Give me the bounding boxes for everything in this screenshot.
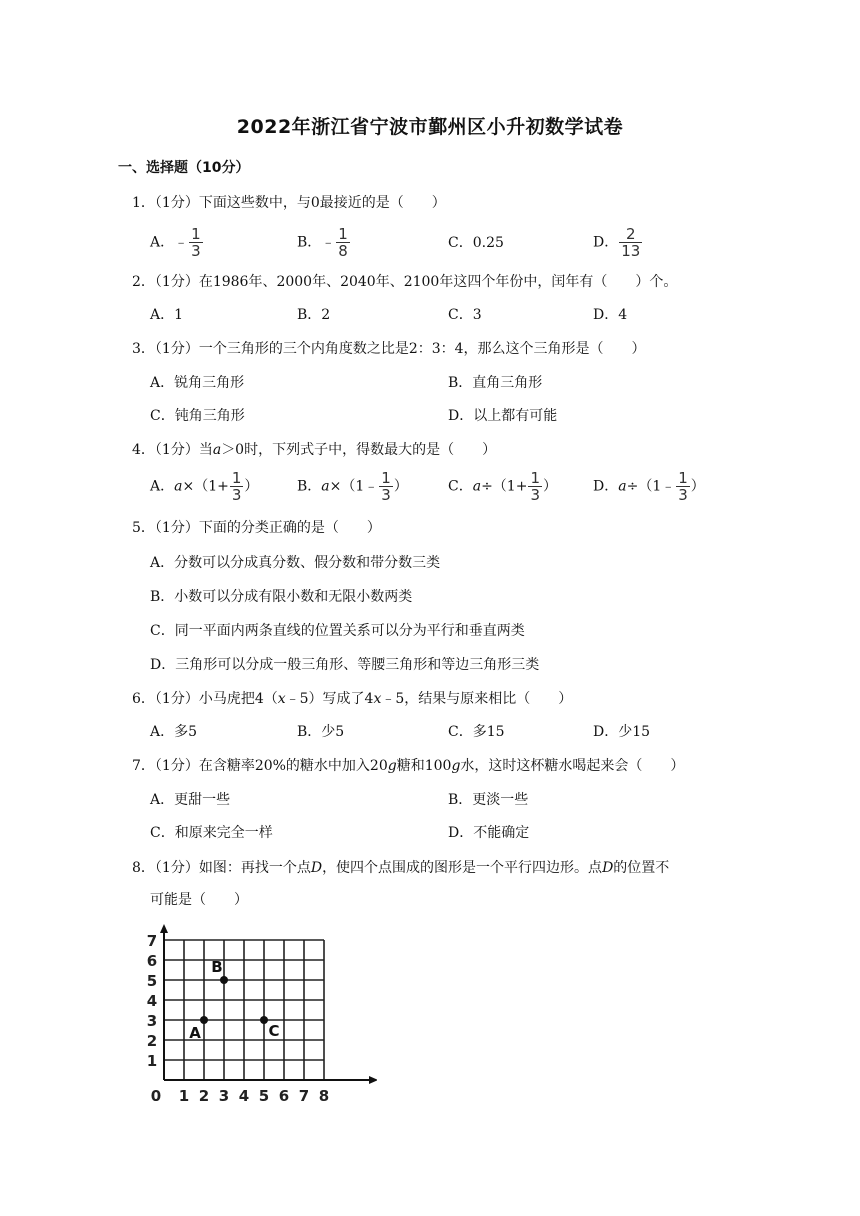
q1-option-d: D． $\frac{2}{13}$: [593, 225, 641, 260]
q5-option-d: D．三角形可以分成一般三角形、等腰三角形和等边三角形三类: [150, 657, 540, 673]
y-tick-label: 7: [146, 932, 158, 950]
q2-option-b: B．2: [297, 307, 331, 323]
y-tick-label: 2: [146, 1032, 158, 1050]
question-2: 2．（1分）在1986年、2000年、2040年、2100年这四个年份中，闰年有（ ）个。: [132, 274, 678, 290]
x-tick-label: 0: [150, 1087, 162, 1105]
q3-option-a: A．锐角三角形: [150, 375, 245, 391]
question-4: 4．（1分）当a＞0时，下列式子中，得数最大的是（ ）: [132, 442, 497, 458]
x-tick-label: 7: [298, 1087, 310, 1105]
q2-option-d: D．4: [593, 307, 628, 323]
q4-option-b: B．a×（1﹣ $\frac{1}{3}$ ）: [297, 469, 408, 504]
question-5: 5．（1分）下面的分类正确的是（ ）: [132, 520, 381, 536]
x-tick-label: 2: [198, 1087, 210, 1105]
q5-option-b: B．小数可以分成有限小数和无限小数两类: [150, 589, 413, 605]
q4-option-c: C．a÷（1+ $\frac{1}{3}$ ）: [448, 469, 557, 504]
q4-option-a: A．a×（1+ $\frac{1}{3}$ ）: [150, 469, 259, 504]
coordinate-grid-figure: [142, 920, 377, 1115]
q7-option-d: D．不能确定: [448, 825, 530, 841]
question-1: 1．（1分）下面这些数中，与0最接近的是（ ）: [132, 195, 446, 211]
fraction: $\frac{1}{3}$: [231, 469, 242, 504]
q5-option-a: A．分数可以分成真分数、假分数和带分数三类: [150, 555, 441, 571]
point-b: [220, 976, 228, 984]
point-a: [200, 1016, 208, 1024]
point-label-b: B: [211, 958, 223, 976]
x-tick-label: 3: [218, 1087, 230, 1105]
q2-option-a: A．1: [150, 307, 184, 323]
q6-option-b: B．少5: [297, 724, 345, 740]
section-heading: 一、选择题（10分）: [118, 160, 250, 176]
q1-option-c: C．0.25: [448, 235, 504, 251]
point-c: [260, 1016, 268, 1024]
q1-option-a: A．﹣ $\frac{1}{3}$: [150, 225, 201, 260]
x-tick-label: 1: [178, 1087, 190, 1105]
q7-option-b: B．更淡一些: [448, 792, 529, 808]
point-label-c: C: [268, 1022, 280, 1040]
fraction: $\frac{1}{3}$: [381, 469, 391, 504]
fraction: $\frac{1}{8}$: [338, 225, 348, 260]
q1-option-b: B．﹣ $\frac{1}{8}$: [297, 225, 348, 260]
q7-option-c: C．和原来完全一样: [150, 825, 273, 841]
exam-title: 2022年浙江省宁波市鄞州区小升初数学试卷: [236, 116, 624, 138]
q3-option-d: D．以上都有可能: [448, 408, 558, 424]
question-3: 3．（1分）一个三角形的三个内角度数之比是2：3：4，那么这个三角形是（ ）: [132, 341, 646, 357]
q3-option-c: C．钝角三角形: [150, 408, 245, 424]
q5-option-c: C．同一平面内两条直线的位置关系可以分为平行和垂直两类: [150, 623, 525, 639]
y-tick-label: 4: [146, 992, 158, 1010]
x-tick-label: 8: [318, 1087, 330, 1105]
question-8-continued: 可能是（ ）: [150, 892, 248, 908]
q6-option-c: C．多15: [448, 724, 505, 740]
q2-option-c: C．3: [448, 307, 482, 323]
y-tick-label: 3: [146, 1012, 158, 1030]
x-tick-label: 6: [278, 1087, 290, 1105]
y-tick-label: 1: [146, 1052, 158, 1070]
y-tick-label: 5: [146, 972, 158, 990]
q6-option-a: A．多5: [150, 724, 198, 740]
question-8: 8．（1分）如图：再找一个点D，使四个点围成的图形是一个平行四边形。点D的位置不: [132, 860, 670, 876]
fraction: $\frac{1}{3}$: [530, 469, 540, 504]
x-axis-arrow: [369, 1076, 377, 1084]
question-7: 7．（1分）在含糖率20%的糖水中加入20g糖和100g水，这时这杯糖水喝起来会（ ）: [132, 758, 685, 774]
q7-option-a: A．更甜一些: [150, 792, 231, 808]
fraction: $\frac{2}{13}$: [621, 225, 641, 260]
y-tick-label: 6: [146, 952, 158, 970]
x-tick-label: 5: [258, 1087, 270, 1105]
q6-option-d: D．少15: [593, 724, 651, 740]
question-6: 6．（1分）小马虎把4（x﹣5）写成了4x﹣5，结果与原来相比（ ）: [132, 691, 573, 707]
x-tick-label: 4: [238, 1087, 250, 1105]
fraction: $\frac{1}{3}$: [678, 469, 688, 504]
grid-lines: [164, 940, 324, 1080]
point-label-a: A: [189, 1024, 201, 1042]
fraction: $\frac{1}{3}$: [191, 225, 201, 260]
y-axis-arrow: [160, 924, 168, 933]
q4-option-d: D．a÷（1﹣ $\frac{1}{3}$ ）: [593, 469, 705, 504]
q3-option-b: B．直角三角形: [448, 375, 543, 391]
